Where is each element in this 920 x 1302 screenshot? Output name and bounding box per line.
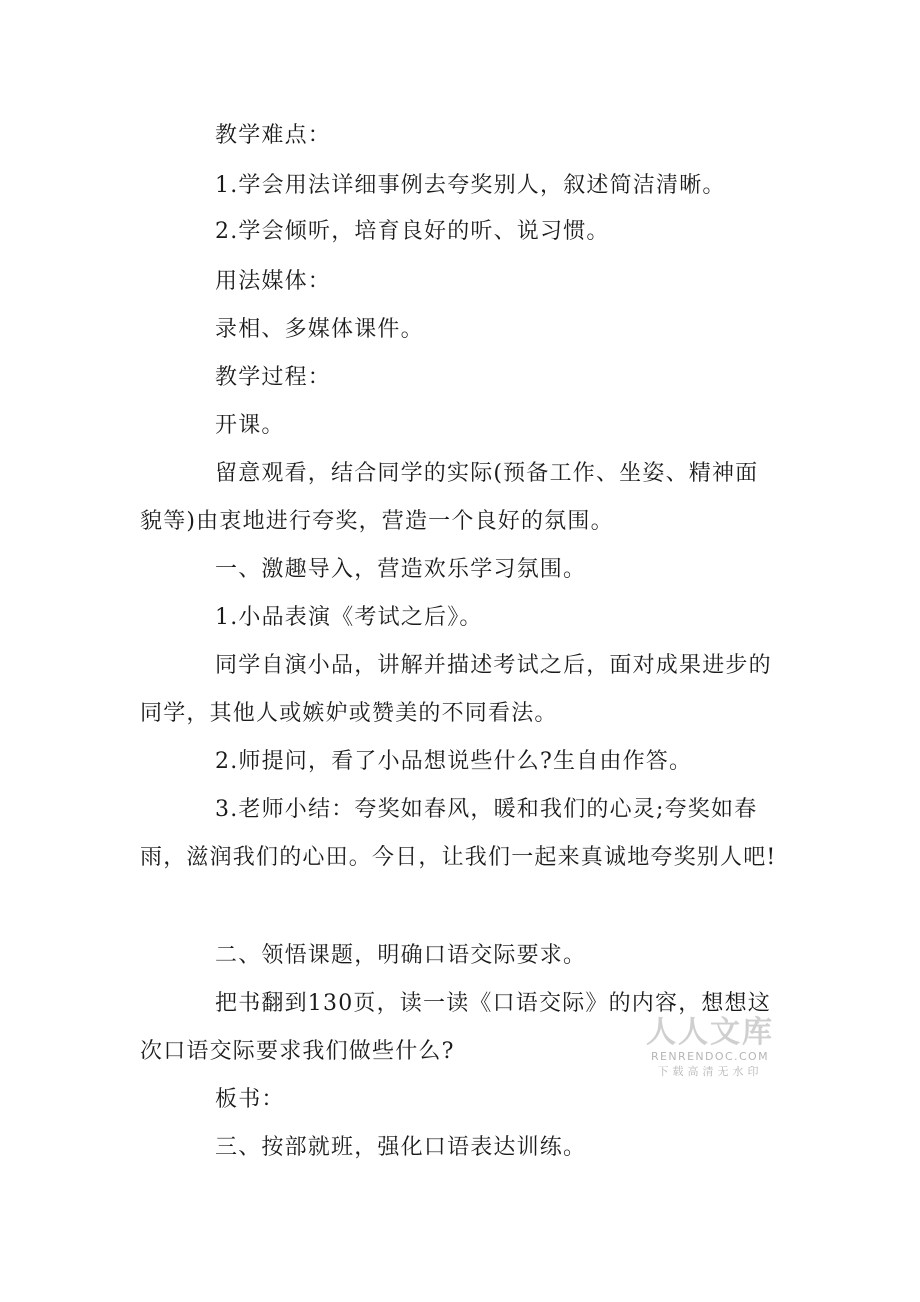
watermark-logo <box>645 1016 775 1080</box>
paragraph-15: 把书翻到130页，读一读《口语交际》的内容，想想这次口语交际要求我们做些什么? <box>140 991 771 1064</box>
paragraph-7: 开课。 <box>215 413 285 438</box>
paragraph-4: 用法媒体： <box>215 269 332 294</box>
paragraph-13: 3.老师小结：夸奖如春风，暖和我们的心灵;夸奖如春雨，滋润我们的心田。今日，让我们一起来真诚地夸奖别人吧! <box>140 797 777 870</box>
paragraph-6: 教学过程： <box>215 365 332 390</box>
paragraph-3: 2.学会倾听，培育良好的听、说习惯。 <box>215 219 610 244</box>
paragraph-11: 同学自演小品，讲解并描述考试之后，面对成果进步的同学，其他人或嫉妒或赞美的不同看法。 <box>140 653 772 726</box>
paragraph-12: 2.师提问，看了小品想说些什么?生自由作答。 <box>215 749 693 774</box>
paragraph-9: 一、激趣导入，营造欢乐学习氛围。 <box>215 557 587 582</box>
watermark-url: RENRENDOC.COM <box>651 1050 769 1063</box>
paragraph-2: 1.学会用法详细事例去夸奖别人，叙述简洁清晰。 <box>215 173 726 198</box>
paragraph-8: 留意观看，结合同学的实际(预备工作、坐姿、精神面貌等)由衷地进行夸奖，营造一个良好的氛围。 <box>140 461 759 534</box>
paragraph-17: 三、按部就班，强化口语表达训练。 <box>215 1135 587 1160</box>
paragraph-5: 录相、多媒体课件。 <box>215 317 424 342</box>
paragraph-1: 教学难点： <box>215 123 332 148</box>
paragraph-10: 1.小品表演《考试之后》。 <box>215 605 483 630</box>
paragraph-14: 二、领悟课题，明确口语交际要求。 <box>215 943 587 968</box>
watermark-subtitle: 下载高清无水印 <box>657 1065 763 1078</box>
watermark-title: 人人文库 <box>646 1015 774 1050</box>
paragraph-16: 板书： <box>215 1087 285 1112</box>
